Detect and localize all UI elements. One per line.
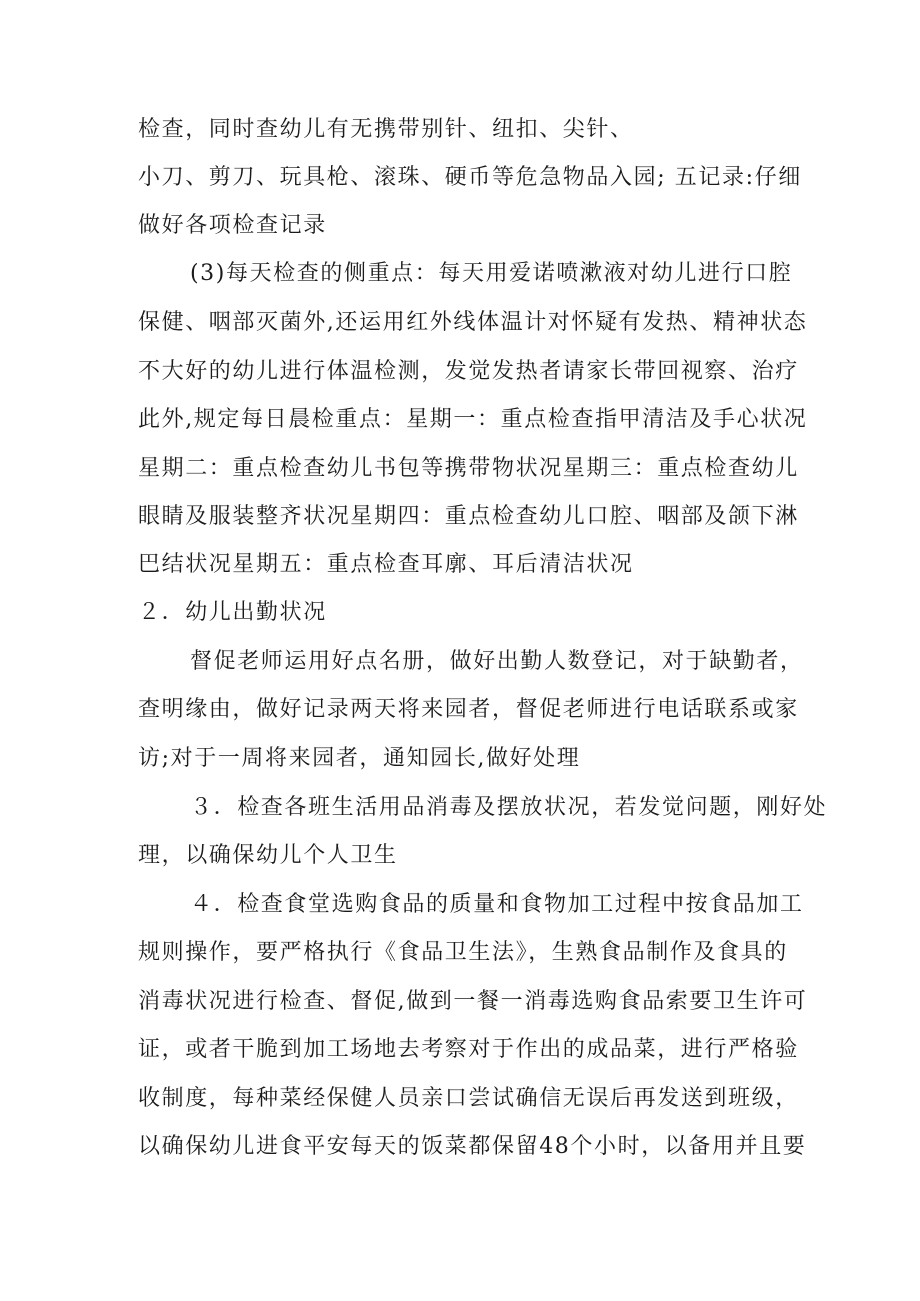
paragraph-start-line: ４．检查食堂选购食品的质量和食物加工过程中按食品加工: [190, 892, 804, 917]
text-line: 证，或者干脆到加工场地去考察对于作出的成品菜，进行严格验: [138, 1037, 799, 1062]
text-line: 收制度，每种菜经保健人员亲口尝试确信无误后再发送到班级，: [138, 1086, 799, 1111]
section-heading: ２．幼儿出勤状况: [138, 600, 327, 625]
text-line: 巴结状况星期五：重点检查耳廓、耳后清洁状况: [138, 552, 634, 577]
text-line: 星期二：重点检查幼儿书包等携带物状况星期三：重点检查幼儿: [138, 456, 799, 481]
text-line: 不大好的幼儿进行体温检测，发觉发热者请家长带回视察、治疗: [138, 359, 799, 384]
text-line: 小刀、剪刀、玩具枪、滚珠、硬币等危急物品入园; 五记录:仔细: [138, 165, 802, 190]
text-line: 规则操作，要严格执行《食品卫生法》，生熟食品制作及食具的: [138, 940, 788, 965]
text-line: 眼睛及服装整齐状况星期四：重点检查幼儿口腔、咽部及颌下淋: [138, 504, 799, 529]
text-line: 检查，同时查幼儿有无携带别针、纽扣、尖针、: [138, 117, 634, 142]
paragraph-start-line: ３．检查各班生活用品消毒及摆放状况，若发觉问题，刚好处: [190, 795, 828, 820]
paragraph-start-line: 督促老师运用好点名册，做好出勤人数登记，对于缺勤者，: [190, 649, 804, 674]
text-line: 以确保幼儿进食平安每天的饭菜都保留48个小时，以备用并且要: [138, 1134, 807, 1159]
text-line: 访;对于一周将来园者，通知园长,做好处理: [138, 746, 581, 771]
paragraph-start-line: (3)每天检查的侧重点：每天用爱诺喷漱液对幼儿进行口腔: [190, 261, 793, 286]
text-line: 查明缘由，做好记录两天将来园者，督促老师进行电话联系或家: [138, 697, 799, 722]
text-line: 此外,规定每日晨检重点：星期一：重点检查指甲清洁及手心状况: [138, 407, 808, 432]
text-line: 保健、咽部灭菌外,还运用红外线体温计对怀疑有发热、精神状态: [138, 310, 808, 335]
text-line: 消毒状况进行检查、督促,做到一餐一消毒选购食品索要卫生许可: [138, 989, 808, 1014]
text-line: 做好各项检查记录: [138, 213, 327, 238]
text-line: 理，以确保幼儿个人卫生: [138, 843, 398, 868]
